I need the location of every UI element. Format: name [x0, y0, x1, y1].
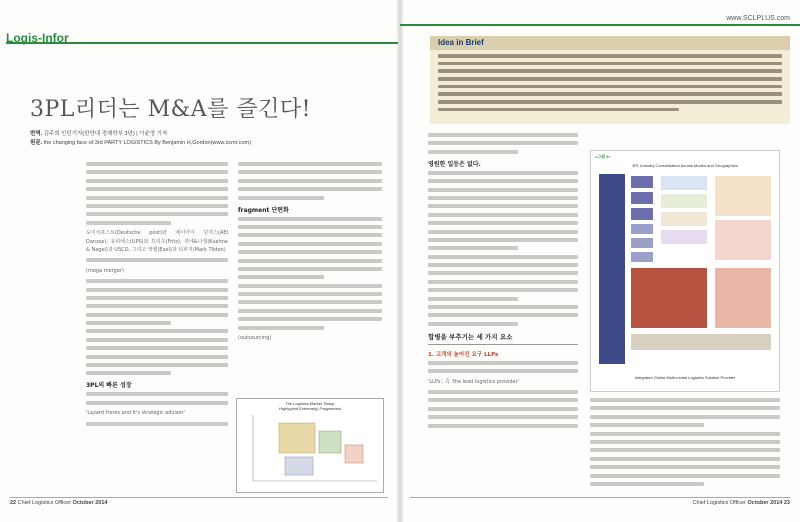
article-credits: [30, 130, 270, 148]
section-label: [6, 27, 121, 44]
translation-label: 번역.: [30, 131, 43, 137]
idea-in-brief-body: [430, 50, 790, 120]
header-rule-left: [120, 42, 398, 44]
left-page-number: 22: [10, 500, 17, 506]
source-label: 원문.: [30, 140, 43, 146]
big-chart-title: 3PL Industry Consolidation Across Modes and Geographies: [632, 163, 738, 168]
outsourcing-text: (outsourcing): [238, 335, 272, 342]
source-credit: [30, 139, 270, 148]
left-folio: [10, 500, 107, 506]
left-column-2: [238, 162, 382, 346]
section-label-text: Logis-Infor: [6, 31, 69, 45]
subhead-integration: 영원한 일등은 없다.: [428, 160, 481, 168]
llp-text: 'LLPs', 즉 'the lead logistics provider': [428, 378, 520, 385]
footer-rule-left: [10, 497, 388, 498]
article-headline: 3PL리더는 M&A를 즐긴다!: [30, 97, 311, 122]
left-issue-date: October 2014: [72, 500, 108, 506]
footer-rule-right: [410, 497, 790, 498]
consolidation-diagram: [591, 168, 779, 368]
subhead-factor-1: 1. 고객의 높아진 요구 LLPs: [428, 351, 499, 358]
page-gutter: [397, 0, 403, 522]
translation-text: 김주희 인턴기자(한양대 경제학부 3년) | 이윤영 기자: [43, 131, 168, 137]
right-column-1: [428, 133, 578, 432]
consolidation-chart: [590, 150, 780, 392]
right-issue-date: October 2014: [747, 500, 783, 506]
acquisitions-text: 도이치포스트(Deutsche post)와 에이아이 단자스(AEI Danzas), 유피에스(UPS)와 프리츠(Fritz), 퀴네&나겔(Kuehne & Nagel)과 USCO, 그리고 엑셀(Exel)과 티피지(Mark Tilden): [86, 230, 228, 253]
mega-merger-text: (mega merger): [86, 267, 124, 274]
right-page-number: 23: [783, 500, 790, 506]
header-rule-right: [400, 24, 800, 26]
idea-in-brief-title: Idea in Brief: [430, 36, 790, 50]
strategic-advisor-text: 'Lazard freres and it's strategic advisor': [86, 410, 185, 417]
right-column-2: [590, 398, 780, 490]
idea-in-brief-box: [430, 36, 790, 124]
big-chart-bottom-label: Integrated Global Multi-modal Logistics Solution Provider: [634, 375, 736, 380]
fragmented-market-chart: [236, 398, 384, 493]
mini-chart-title-1: The Logistics Market Today:: [285, 401, 335, 406]
mini-chart-graphic: [239, 411, 381, 487]
site-url: www.SCLPLUS.com: [726, 15, 790, 22]
translation-credit: [30, 130, 270, 139]
source-text: the changing face of 3rd PARTY LOGISTICS By Benjamin H,Gordon(www.scmr.com): [43, 140, 251, 146]
subhead-three-factors: 합병을 부추기는 세 가지 요소: [428, 332, 578, 345]
big-chart-figure-label: <그림 2>: [595, 154, 611, 159]
right-publication: Chief Logistics Officer: [692, 500, 746, 506]
mini-chart-title-2: Highly(and Extremely) Fragmented: [278, 406, 342, 411]
subhead-fragment: fragment 단편화: [238, 206, 289, 214]
subhead-growth: 3PL의 빠른 성장: [86, 382, 132, 390]
left-publication: Chief Logistics Officer: [17, 500, 72, 506]
left-column-1: [86, 162, 228, 430]
right-folio: [693, 500, 790, 506]
